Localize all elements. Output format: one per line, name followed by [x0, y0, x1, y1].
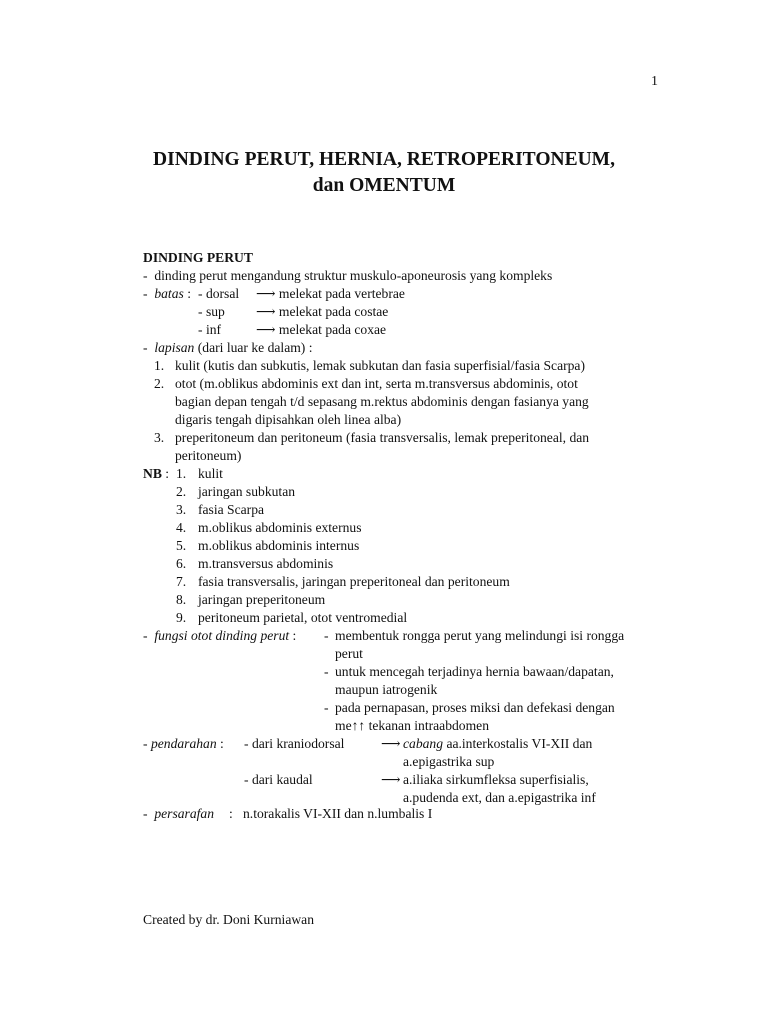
nb-text: peritoneum parietal, otot ventromedial [198, 610, 408, 625]
lapisan-num: 3. [154, 430, 165, 445]
batas-item: ⟶ melekat pada coxae [256, 322, 387, 337]
pendarahan-label: pendarahan [150, 736, 217, 751]
pendarahan-bullet: - pendarahan : [143, 736, 224, 751]
fungsi-text: me↑↑ tekanan intraabdomen [335, 718, 490, 733]
nb-label-wrap: NB : [143, 466, 170, 481]
title-line-2: dan OMENTUM [312, 175, 456, 196]
pendarahan-from-text: dari kaudal [251, 772, 313, 787]
fungsi-text: perut [335, 646, 363, 661]
fungsi-dash: - [324, 700, 329, 715]
batas-item: ⟶ melekat pada vertebrae [256, 286, 405, 301]
batas-dir: - sup [198, 304, 225, 319]
lapisan-bullet: - lapisan (dari luar ke dalam) : [143, 340, 313, 355]
fungsi-dash: - [324, 664, 329, 679]
batas-label: batas [154, 286, 184, 301]
fungsi-bullet: - fungsi otot dinding perut : [143, 628, 297, 643]
batas-dir-text: inf [205, 322, 222, 337]
document-title [0, 147, 768, 199]
pendarahan-arrow: ⟶ [381, 772, 401, 787]
fungsi-text: pada pernapasan, proses miksi dan defekasi dengan [335, 700, 615, 715]
lapisan-text: preperitoneum dan peritoneum (fasia transversalis, lemak preperitoneal, dan [175, 430, 590, 445]
nb-num: 7. [176, 574, 187, 589]
batas-dir: - dorsal [198, 286, 240, 301]
nb-num: 9. [176, 610, 187, 625]
footer-credit: Created by dr. Doni Kurniawan [143, 912, 315, 927]
nb-text: kulit [198, 466, 223, 481]
lapisan-text: digaris tengah dipisahkan oleh linea alba) [175, 412, 402, 427]
batas-dir-text: dorsal [205, 286, 240, 301]
nb-text: fasia transversalis, jaringan preperitoneal dan peritoneum [198, 574, 510, 589]
pendarahan-text-line: aa.interkostalis VI-XII dan [446, 736, 593, 751]
batas-item-text: melekat pada vertebrae [278, 286, 405, 301]
lapisan-text: peritoneum) [175, 448, 242, 463]
nb-label: NB [143, 466, 162, 481]
persarafan-label: persarafan [154, 806, 214, 821]
pendarahan-text: a.iliaka sirkumfleksa superfisialis, [403, 772, 589, 787]
lapisan-note: (dari luar ke dalam) : [197, 340, 313, 355]
nb-num: 5. [176, 538, 187, 553]
nb-num: 6. [176, 556, 187, 571]
pendarahan-text [403, 736, 592, 752]
cabang-label: cabang [403, 736, 444, 751]
nb-text: m.oblikus abdominis externus [198, 520, 362, 535]
fungsi-text: maupun iatrogenik [335, 682, 438, 697]
title-line-1: DINDING PERUT, HERNIA, RETROPERITONEUM, [153, 149, 615, 170]
lapisan-label: lapisan [154, 340, 195, 355]
pendarahan-text: a.epigastrika sup [403, 754, 495, 769]
batas-item: ⟶ melekat pada costae [256, 304, 389, 319]
persarafan-bullet: - persarafan [143, 806, 214, 821]
nb-text: jaringan preperitoneum [198, 592, 326, 607]
fungsi-text: untuk mencegah terjadinya hernia bawaan/dapatan, [335, 664, 614, 679]
nb-text: jaringan subkutan [198, 484, 296, 499]
fungsi-label: fungsi otot dinding perut [154, 628, 290, 643]
pendarahan-text: a.pudenda ext, dan a.epigastrika inf [403, 790, 596, 805]
fungsi-dash: - [324, 628, 329, 643]
batas-dir-text: sup [205, 304, 225, 319]
nb-num: 4. [176, 520, 187, 535]
persarafan-colon: : [229, 806, 233, 821]
pendarahan-from: - dari kraniodorsal [244, 736, 345, 751]
pendarahan-from-text: dari kraniodorsal [251, 736, 345, 751]
nb-text: fasia Scarpa [198, 502, 265, 517]
batas-dir: - inf [198, 322, 222, 337]
nb-text: m.oblikus abdominis internus [198, 538, 360, 553]
nb-num: 3. [176, 502, 187, 517]
page-number: 1 [651, 74, 658, 89]
batas-bullet: - batas : [143, 286, 191, 301]
batas-item-text: melekat pada coxae [278, 322, 387, 337]
batas-item-text: melekat pada costae [278, 304, 389, 319]
pendarahan-arrow: ⟶ [381, 736, 401, 751]
nb-num: 8. [176, 592, 187, 607]
lapisan-text: otot (m.oblikus abdominis ext dan int, serta m.transversus abdominis, otot [175, 376, 578, 391]
lapisan-num: 2. [154, 376, 165, 391]
lapisan-text: bagian depan tengah t/d sepasang m.rektus abdominis dengan fasianya yang [175, 394, 589, 409]
section-heading: DINDING PERUT [143, 250, 253, 265]
lapisan-text: kulit (kutis dan subkutis, lemak subkutan dan fasia superfisial/fasia Scarpa) [175, 358, 585, 373]
nb-text: m.transversus abdominis [198, 556, 334, 571]
pendarahan-from: - dari kaudal [244, 772, 313, 787]
nb-num: 2. [176, 484, 187, 499]
persarafan-text: n.torakalis VI-XII dan n.lumbalis I [243, 806, 433, 821]
lapisan-num: 1. [154, 358, 165, 373]
intro-bullet: - dinding perut mengandung struktur muskulo-aponeurosis yang kompleks [143, 268, 553, 283]
fungsi-text: membentuk rongga perut yang melindungi isi rongga [335, 628, 625, 643]
nb-num: 1. [176, 466, 187, 481]
intro-text: dinding perut mengandung struktur muskulo-aponeurosis yang kompleks [154, 268, 553, 283]
